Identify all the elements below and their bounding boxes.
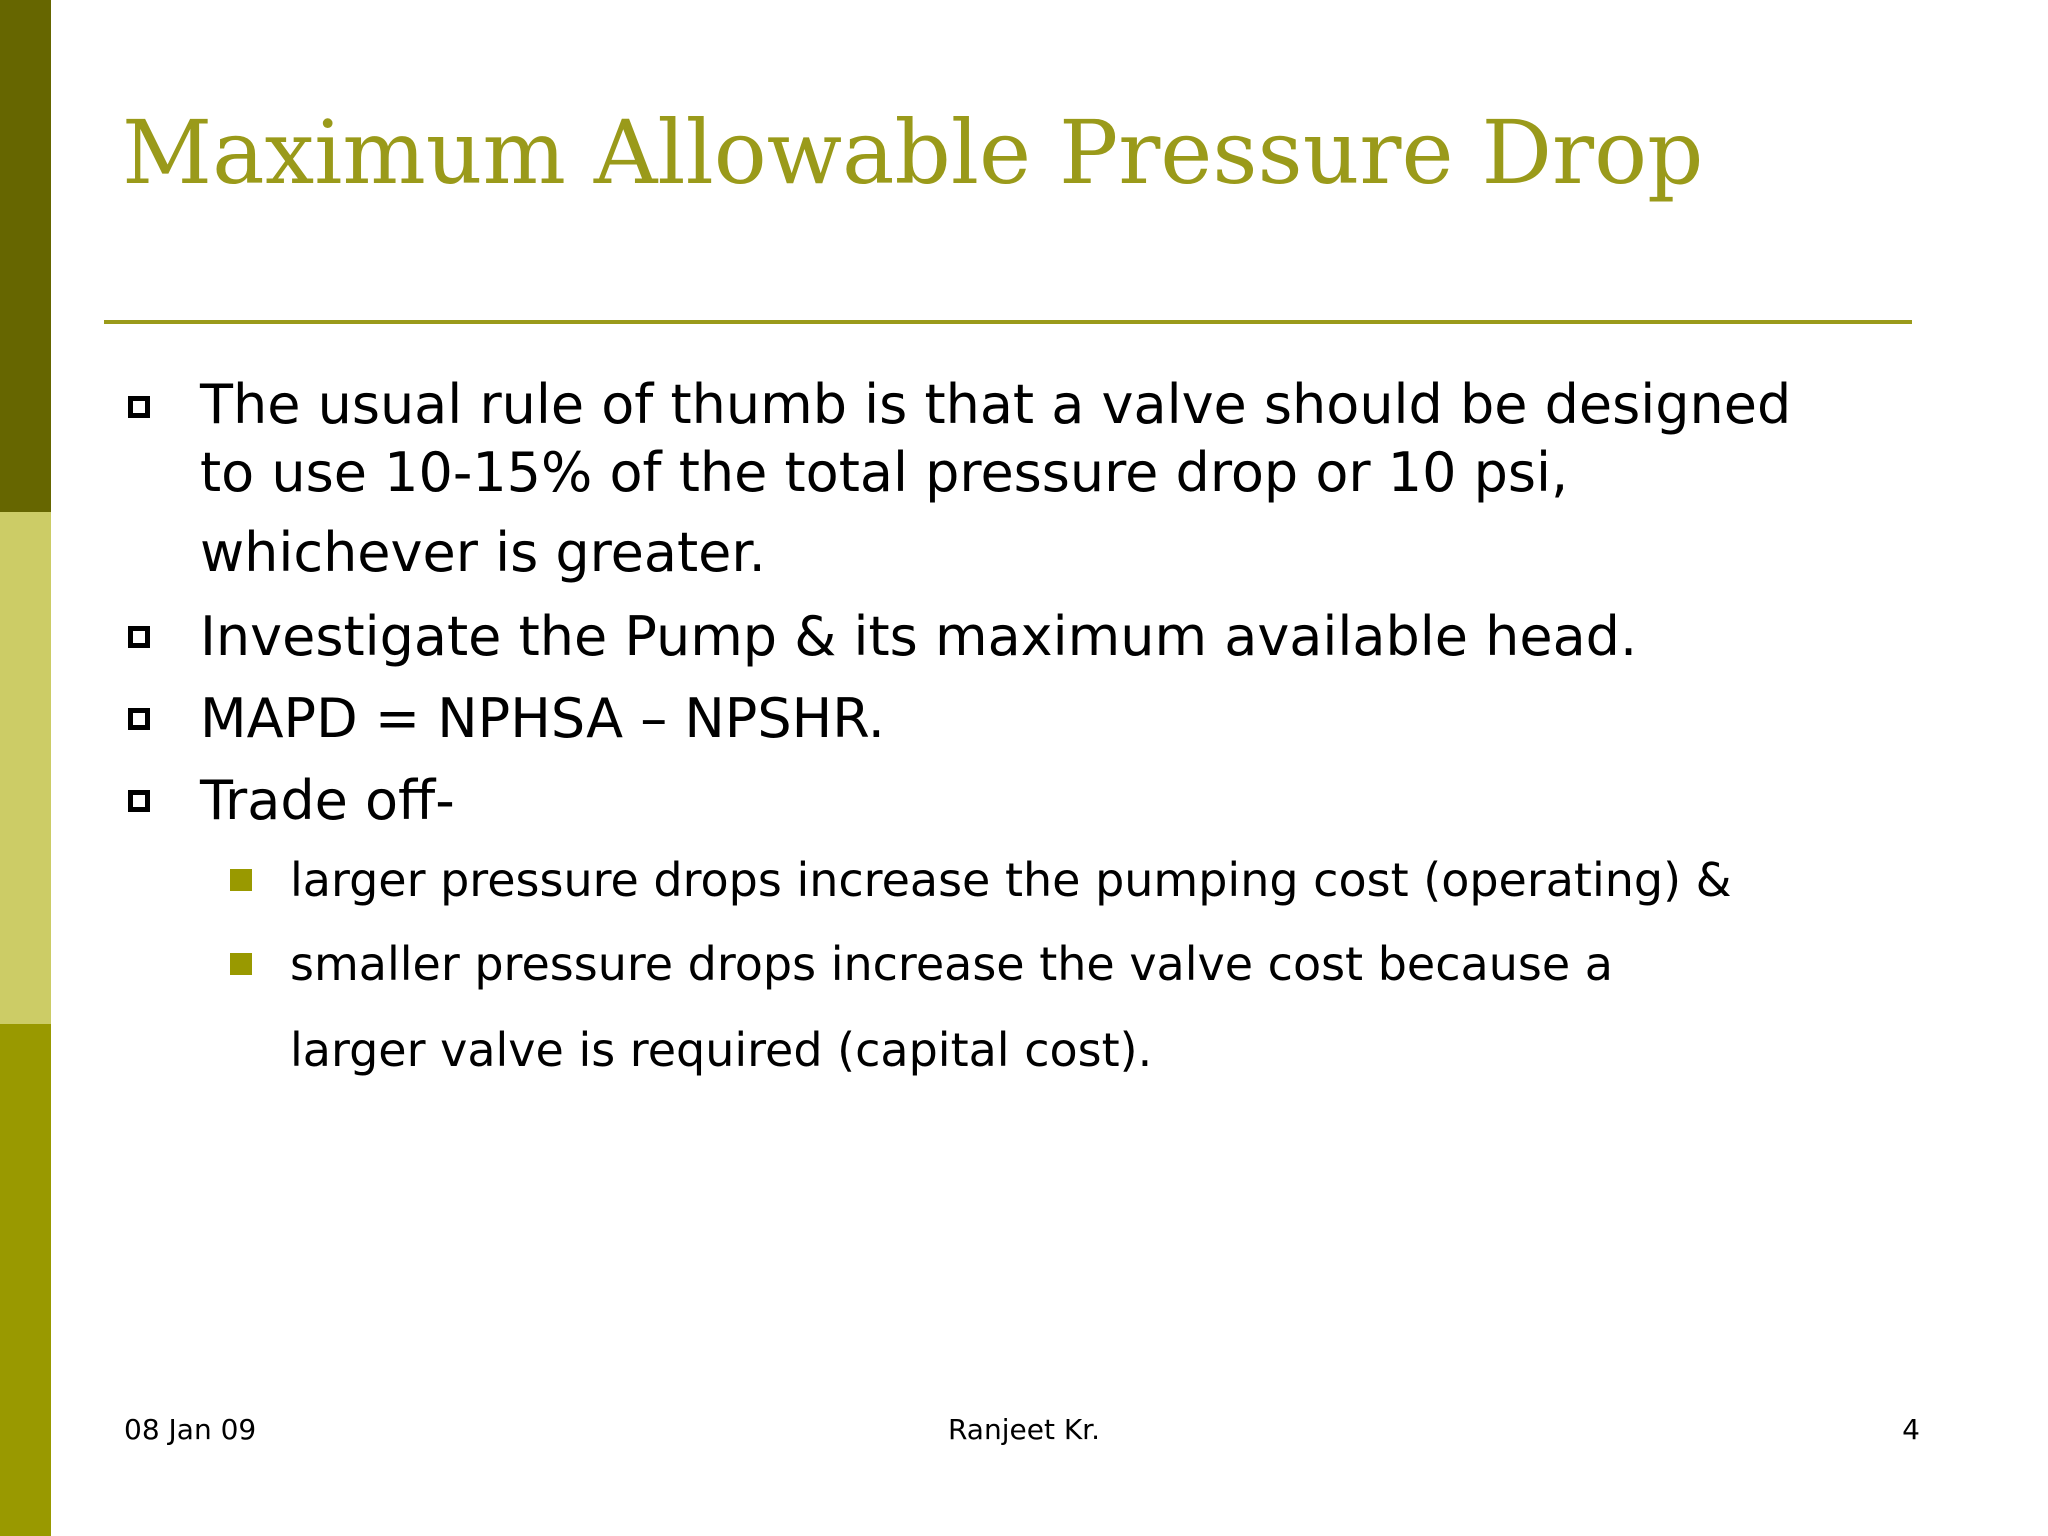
slide-number: 4	[1902, 1413, 1920, 1446]
title-divider	[104, 320, 1912, 324]
sub-bullet-1-text: larger pressure drops increase the pumping cost (operating) &	[290, 853, 1732, 907]
hollow-square-bullet-icon	[128, 708, 150, 730]
hollow-square-bullet-icon	[128, 396, 150, 418]
footer-date: 08 Jan 09	[124, 1413, 257, 1446]
filled-square-bullet-icon	[230, 953, 252, 975]
filled-square-bullet-icon	[230, 869, 252, 891]
bullet-2-text: Investigate the Pump & its maximum available head.	[200, 605, 1638, 668]
sub-bullet-2-line-2: larger valve is required (capital cost).	[290, 1023, 1153, 1077]
sub-bullet-2-line-1: smaller pressure drops increase the valve cost because a	[290, 937, 1613, 991]
bullet-1-line-2: to use 10-15% of the total pressure drop or 10 psi,	[200, 441, 1569, 504]
hollow-square-bullet-icon	[128, 626, 150, 648]
bullet-3-text: MAPD = NPHSA – NPSHR.	[200, 687, 885, 750]
side-color-bar	[0, 0, 51, 1536]
bullet-1-line-3: whichever is greater.	[200, 521, 766, 584]
slide-title: Maximum Allowable Pressure Drop	[122, 101, 1704, 204]
bullet-1-line-1: The usual rule of thumb is that a valve should be designed	[200, 373, 1792, 436]
side-bar-segment-middle	[0, 512, 51, 1024]
hollow-square-bullet-icon	[128, 790, 150, 812]
footer-author: Ranjeet Kr.	[947, 1413, 1101, 1446]
side-bar-segment-top	[0, 0, 51, 512]
bullet-4-text: Trade off-	[200, 769, 455, 832]
side-bar-segment-bottom	[0, 1024, 51, 1536]
